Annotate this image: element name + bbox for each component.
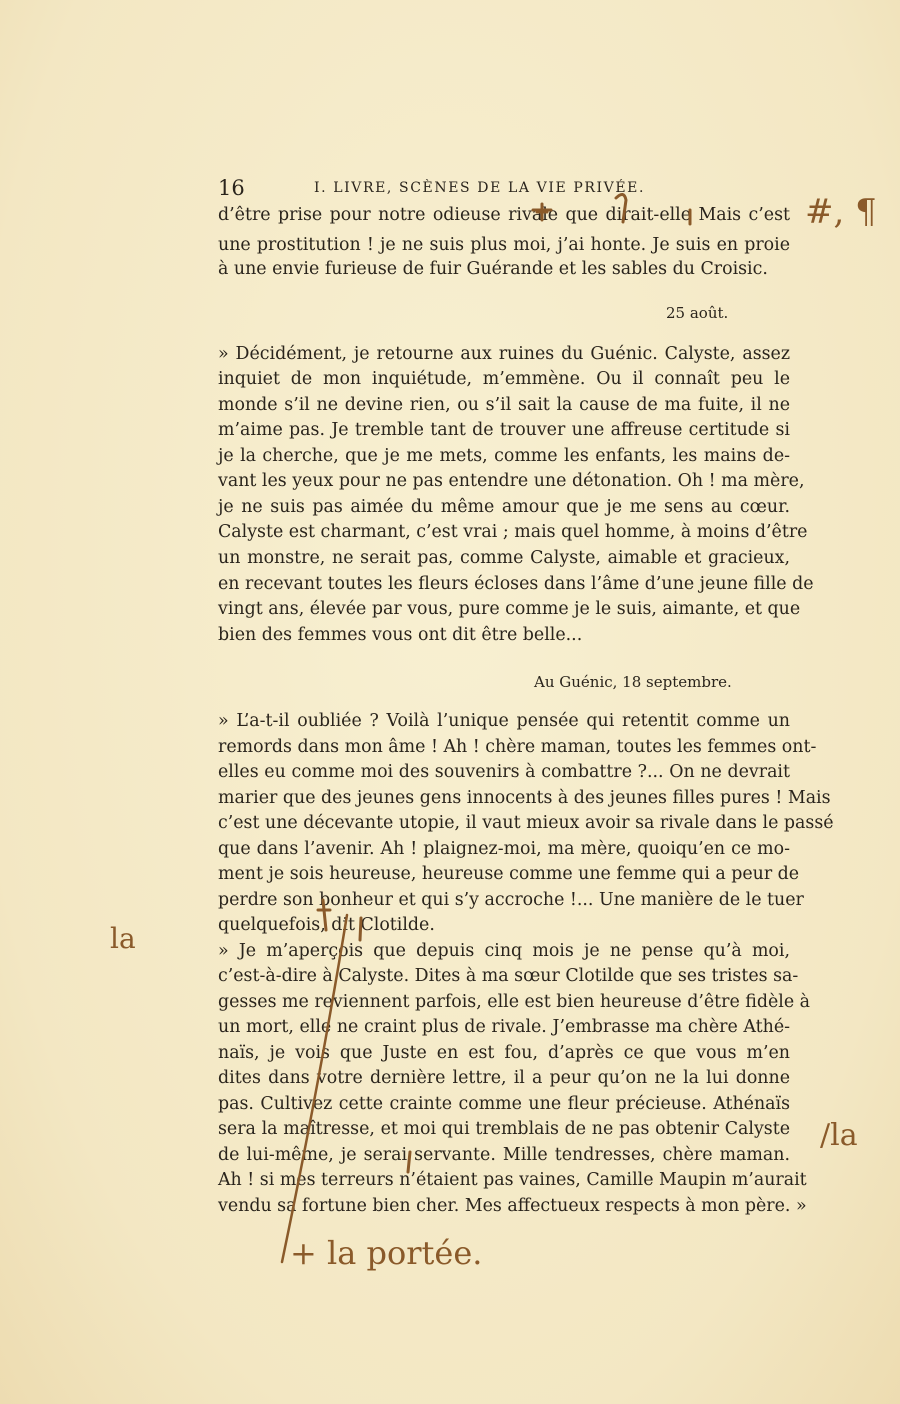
text-line: je ne suis pas aimée du même amour que je me sens au cœur. <box>218 497 790 517</box>
text-line: bien des femmes vous ont dit être belle... <box>218 625 583 645</box>
text-line: en recevant toutes les fleurs écloses dans l’âme d’une jeune fille de <box>218 574 814 594</box>
text-line: dites dans votre dernière lettre, il a peur qu’on ne la lui donne <box>218 1068 790 1088</box>
text-line: d’être prise pour notre odieuse rivale que dirait-elle Mais c’est <box>218 205 790 225</box>
text-line: elles eu comme moi des souvenirs à combattre ?... On ne devrait <box>218 762 790 782</box>
text-line: Ah ! si mes terreurs n’étaient pas vaines, Camille Maupin m’aurait <box>218 1170 807 1190</box>
text-line: vendu sa fortune bien cher. Mes affectueux respects à mon père. » <box>218 1196 807 1216</box>
text-line: inquiet de mon inquiétude, m’emmène. Ou il connaît peu le <box>218 369 790 389</box>
margin-note-bottom: + la portée. <box>290 1234 483 1272</box>
text-line: monde s’il ne devine rien, ou s’il sait la cause de ma fuite, il ne <box>218 395 790 415</box>
text-line: c’est-à-dire à Calyste. Dites à ma sœur Clotilde que ses tristes sa- <box>218 966 799 986</box>
text-line: » L’a-t-il oubliée ? Voilà l’unique pensée qui retentit comme un <box>218 711 790 731</box>
text-line: à une envie furieuse de fuir Guérande et les sables du Croisic. <box>218 259 768 279</box>
text-line: que dans l’avenir. Ah ! plaignez-moi, ma mère, quoiqu’en ce mo- <box>218 839 790 859</box>
text-line: marier que des jeunes gens innocents à des jeunes filles pures ! Mais <box>218 788 831 808</box>
text-line: c’est une décevante utopie, il vaut mieux avoir sa rivale dans le passé <box>218 813 834 833</box>
page-number: 16 <box>218 176 245 200</box>
text-line: vant les yeux pour ne pas entendre une détonation. Oh ! ma mère, <box>218 471 805 491</box>
text-line: » Décidément, je retourne aux ruines du Guénic. Calyste, assez <box>218 344 790 364</box>
date-line: 25 août. <box>666 304 729 322</box>
margin-note-right: /la <box>820 1118 858 1153</box>
text-line: un mort, elle ne craint plus de rivale. J’embrasse ma chère Athé- <box>218 1017 790 1037</box>
text-line: Calyste est charmant, c’est vrai ; mais quel homme, à moins d’être <box>218 522 808 542</box>
text-line: vingt ans, élevée par vous, pure comme je le suis, aimante, et que <box>218 599 801 619</box>
text-line: sera la maîtresse, et moi qui tremblais de ne pas obtenir Calyste <box>218 1119 790 1139</box>
date-line: Au Guénic, 18 septembre. <box>534 673 732 691</box>
running-header <box>218 176 788 204</box>
text-line: pas. Cultivez cette crainte comme une fleur précieuse. Athénaïs <box>218 1094 790 1114</box>
text-line: quelquefois, dit Clotilde. <box>218 915 435 935</box>
text-line: m’aime pas. Je tremble tant de trouver une affreuse certitude si <box>218 420 790 440</box>
text-line: de lui-même, je serai servante. Mille tendresses, chère maman. <box>218 1145 790 1165</box>
text-line: une prostitution ! je ne suis plus moi, j’ai honte. Je suis en proie <box>218 235 790 255</box>
text-line: ment je sois heureuse, heureuse comme une femme qui a peur de <box>218 864 800 884</box>
text-line: naïs, je vois que Juste en est fou, d’après ce que vous m’en <box>218 1043 790 1063</box>
text-line: perdre son bonheur et qui s’y accroche !... Une manière de le tuer <box>218 890 804 910</box>
text-line: je la cherche, que je me mets, comme les enfants, les mains de- <box>218 446 790 466</box>
margin-note-left: la <box>110 922 136 955</box>
text-line: » Je m’aperçois que depuis cinq mois je ne pense qu’à moi, <box>218 941 790 961</box>
margin-note-top-right: #, ¶ <box>805 192 877 232</box>
text-line: gesses me reviennent parfois, elle est bien heureuse d’être fidèle à <box>218 992 811 1012</box>
running-title: I. LIVRE, SCÈNES DE LA VIE PRIVÉE. <box>314 180 646 196</box>
text-line: remords dans mon âme ! Ah ! chère maman, toutes les femmes ont- <box>218 737 817 757</box>
text-line: un monstre, ne serait pas, comme Calyste, aimable et gracieux, <box>218 548 790 568</box>
